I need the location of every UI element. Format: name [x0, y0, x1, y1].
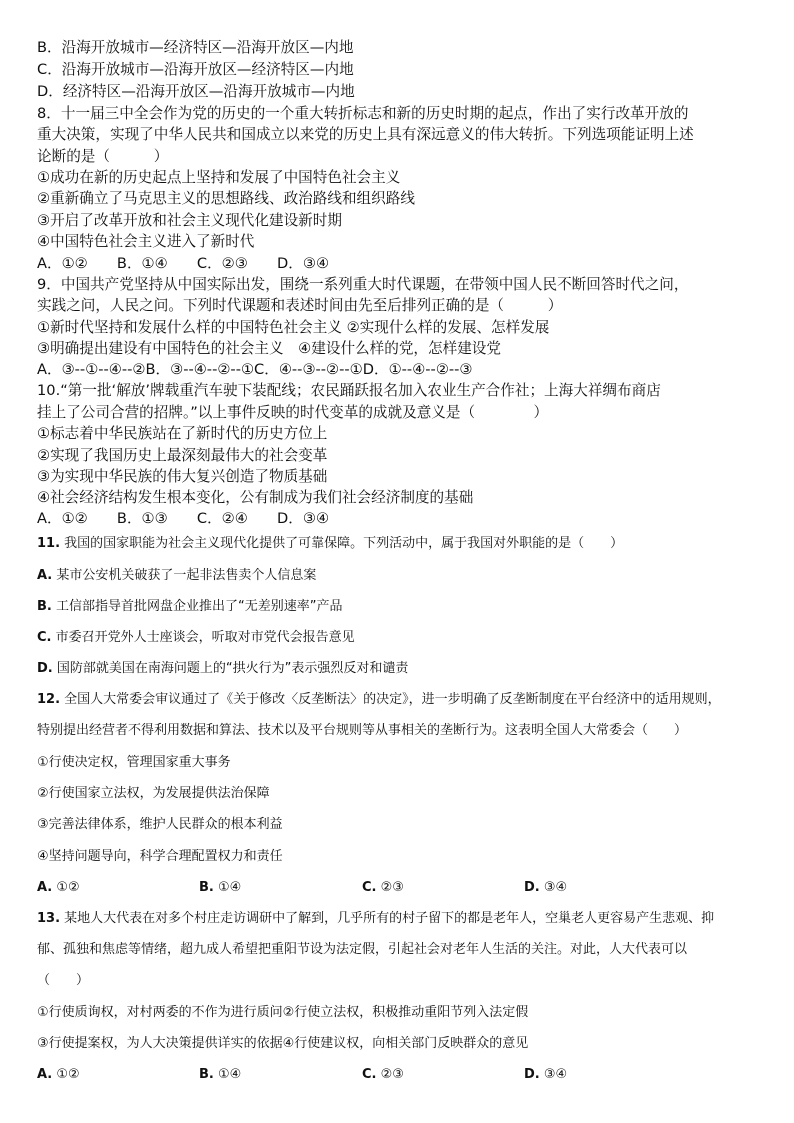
- q12-choice-a-label: A.: [37, 880, 53, 895]
- q12-stem-line2: 特别提出经营者不得利用数据和算法、技术以及平台规则等从事相关的垄断行为。这表明全国人大常委会（ ）: [37, 723, 688, 738]
- q13-choice-a: [37, 1066, 80, 1084]
- q11-stem: [37, 535, 623, 553]
- q11-option-d-label: D.: [37, 661, 53, 676]
- q11-option-a: [37, 567, 316, 585]
- q12-number: 12.: [37, 692, 61, 707]
- q12-choice-c: [362, 879, 404, 897]
- q11-option-a-text: 某市公安机关破获了一起非法售卖个人信息案: [52, 568, 317, 583]
- q9-items-row2: ③明确提出建设有中国特色的社会主义 ④建设什么样的党，怎样建设党: [37, 340, 501, 357]
- q9-stem-line2: 实践之问，人民之问。下列时代课题和表述时间由先至后排列正确的是（ ）: [37, 297, 563, 314]
- q13-choice-b-label: B.: [199, 1067, 214, 1082]
- q12-item-4: ④坚持问题导向，科学合理配置权力和责任: [37, 849, 283, 864]
- q10-item-1: ①标志着中华民族站在了新时代的历史方位上: [37, 425, 328, 442]
- option-b-previous: B．沿海开放城市—经济特区—沿海开放区—内地: [37, 39, 354, 56]
- q10-item-2: ②实现了我国历史上最深刻最伟大的社会变革: [37, 447, 328, 464]
- q11-option-b-text: 工信部指导首批网盘企业推出了“无差别速率”产品: [51, 599, 343, 614]
- q12-choice-b-label: B.: [199, 880, 214, 895]
- q12-item-3: ③完善法律体系，维护人民群众的根本利益: [37, 817, 283, 832]
- q8-stem-line3: 论断的是（ ）: [37, 148, 169, 165]
- option-c-previous: C．沿海开放城市—沿海开放区—经济特区—内地: [37, 61, 354, 78]
- q12-choice-d-label: D.: [524, 880, 540, 895]
- q12-choices: [37, 879, 737, 897]
- q13-choice-c: [362, 1066, 404, 1084]
- q10-stem-line2: 挂上了公司合营的招牌。”以上事件反映的时代变革的成就及意义是（ ）: [37, 404, 549, 421]
- q13-stem-line2: 郁、孤独和焦虑等情绪，超九成人希望把重阳节设为法定假，引起社会对老年人生活的关注。对此，人大代表可以: [37, 942, 688, 957]
- q13-number: 13.: [37, 911, 61, 926]
- q11-option-d: [37, 660, 408, 678]
- q13-stem-line3: （ ）: [37, 973, 90, 988]
- q13-choice-c-text: ②③: [376, 1067, 404, 1082]
- q8-item-1: ①成功在新的历史起点上坚持和发展了中国特色社会主义: [37, 169, 401, 186]
- q8-item-4: ④中国特色社会主义进入了新时代: [37, 233, 255, 250]
- q13-choice-b: [199, 1066, 241, 1084]
- q11-number: 11.: [37, 536, 61, 551]
- q13-choice-b-text: ①④: [213, 1067, 242, 1082]
- q12-stem-line1-text: 全国人大常委会审议通过了《关于修改〈反垄断法〉的决定》，进一步明确了反垄断制度在平台经济中的适用规则，: [60, 692, 721, 707]
- q9-stem-line1: 9．中国共产党坚持从中国实际出发，围绕一系列重大时代课题，在带领中国人民不断回答时代之问，: [37, 276, 689, 293]
- q13-choice-a-text: ①②: [52, 1067, 80, 1082]
- q13-items-row1: ①行使质询权，对村两委的不作为进行质问②行使立法权，积极推动重阳节列入法定假: [37, 1005, 529, 1020]
- q11-stem-text: 我国的国家职能为社会主义现代化提供了可靠保障。下列活动中，属于我国对外职能的是（ ）: [60, 536, 624, 551]
- q9-items-row1: ①新时代坚持和发展什么样的中国特色社会主义 ②实现什么样的发展、怎样发展: [37, 319, 550, 336]
- q8-item-2: ②重新确立了马克思主义的思想路线、政治路线和组织路线: [37, 190, 415, 207]
- q13-choice-c-label: C.: [362, 1067, 377, 1082]
- q8-choices: A．①② B．①④ C．②③ D．③④: [37, 255, 330, 272]
- q10-item-3: ③为实现中华民族的伟大复兴创造了物质基础: [37, 468, 328, 485]
- q11-option-c-text: 市委召开党外人士座谈会，听取对市党代会报告意见: [51, 630, 355, 645]
- q11-option-a-label: A.: [37, 568, 53, 583]
- q8-stem-line1: 8．十一届三中全会作为党的历史的一个重大转折标志和新的历史时期的起点，作出了实行改革开放的: [37, 105, 689, 122]
- q12-choice-a-text: ①②: [52, 880, 80, 895]
- q12-choice-d-text: ③④: [539, 880, 568, 895]
- q10-stem-line1: 10.“第一批‘解放’牌载重汽车驶下装配线；农民踊跃报名加入农业生产合作社；上海大祥绸布商店: [37, 382, 661, 399]
- q12-choice-c-text: ②③: [376, 880, 404, 895]
- q12-choice-b: [199, 879, 241, 897]
- q8-item-3: ③开启了改革开放和社会主义现代化建设新时期: [37, 212, 342, 229]
- q13-stem-line1-text: 某地人大代表在对多个村庄走访调研中了解到，几乎所有的村子留下的都是老年人，空巢老人更容易产生悲观、抑: [60, 911, 715, 926]
- q10-item-4: ④社会经济结构发生根本变化，公有制成为我们社会经济制度的基础: [37, 489, 474, 506]
- q11-option-c-label: C.: [37, 630, 52, 645]
- q13-choice-a-label: A.: [37, 1067, 53, 1082]
- q12-choice-a: [37, 879, 80, 897]
- q12-choice-b-text: ①④: [213, 880, 242, 895]
- q13-choice-d-label: D.: [524, 1067, 540, 1082]
- q9-choices: A．③--①--④--②B．③--④--②--①C．④--③--②--①D．①--④--②--③: [37, 361, 473, 378]
- q10-choices: A．①② B．①③ C．②④ D．③④: [37, 510, 330, 527]
- q8-stem-line2: 重大决策，实现了中华人民共和国成立以来党的历史上具有深远意义的伟大转折。下列选项能证明上述: [37, 126, 694, 143]
- q11-option-c: [37, 629, 355, 647]
- q12-choice-d: [524, 879, 567, 897]
- q11-option-d-text: 国防部就美国在南海问题上的“拱火行为”表示强烈反对和谴责: [52, 661, 409, 676]
- q12-stem-line1: [37, 691, 721, 709]
- q13-choices: [37, 1066, 737, 1084]
- q13-choice-d-text: ③④: [539, 1067, 568, 1082]
- q13-choice-d: [524, 1066, 567, 1084]
- q12-choice-c-label: C.: [362, 880, 377, 895]
- option-d-previous: D．经济特区—沿海开放区—沿海开放城市—内地: [37, 83, 355, 100]
- q12-item-2: ②行使国家立法权，为发展提供法治保障: [37, 786, 270, 801]
- q13-items-row2: ③行使提案权，为人大决策提供详实的依据④行使建议权，向相关部门反映群众的意见: [37, 1036, 529, 1051]
- q11-option-b-label: B.: [37, 599, 52, 614]
- q12-item-1: ①行使决定权，管理国家重大事务: [37, 755, 231, 770]
- q13-stem-line1: [37, 910, 714, 928]
- q11-option-b: [37, 598, 342, 616]
